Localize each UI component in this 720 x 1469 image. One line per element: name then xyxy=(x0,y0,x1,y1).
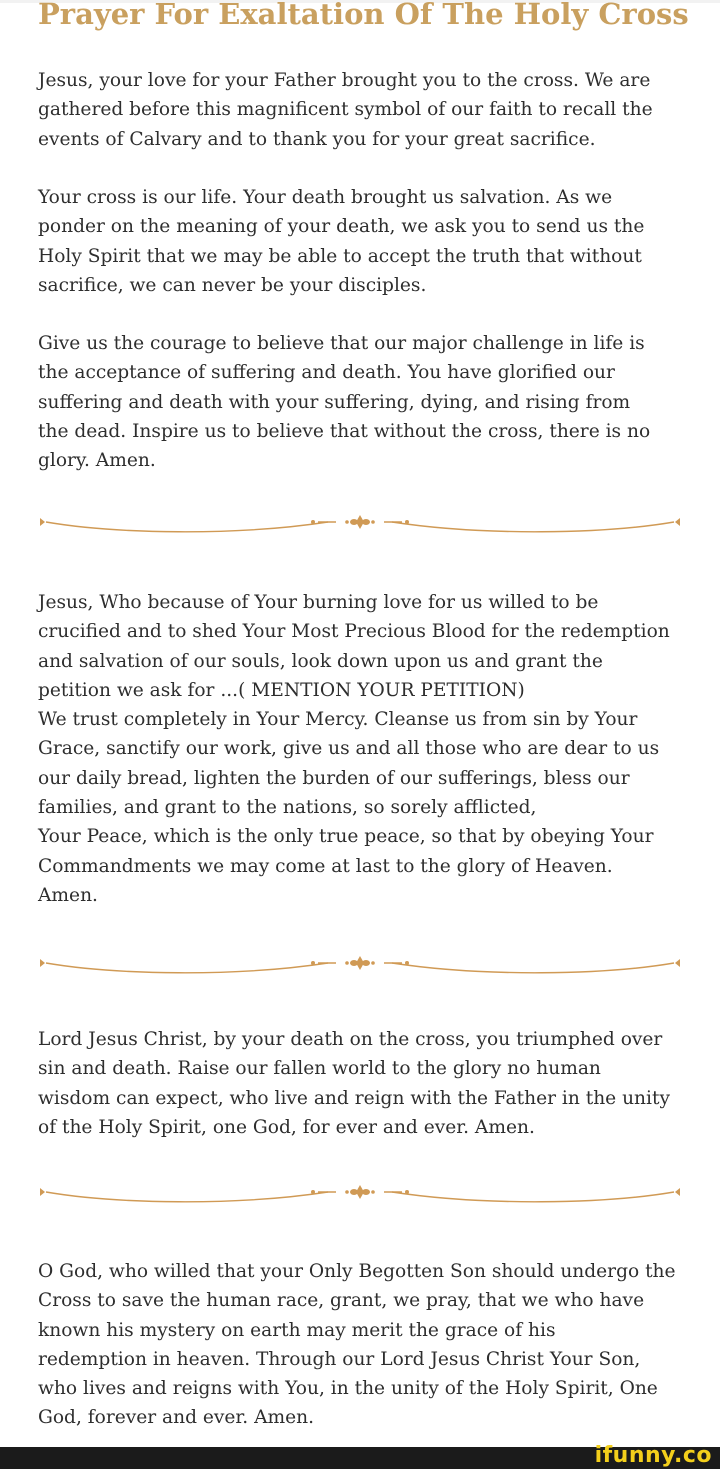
ifunny-watermark: ifunny.co xyxy=(594,1443,712,1468)
prayer-paragraph-4: Jesus, Who because of Your burning love for us willed to be crucified and to shed Your Most Precious Blood for the redemption and salvation of our souls, look down upon us and grant the petition we ask for ...( MENTION YOUR PETITION) We trust completely in Your Mercy. Cleanse us from sin by Your Grace, sanctify our work, give us and all those who are dear to us our daily bread, lighten the burden of our sufferings, bless our families, and grant to the nations, so sorely afflicted, Your Peace, which is the only true peace, so that by obeying Your Commandments we may come at last to the glory of Heaven. Amen. xyxy=(38,592,670,906)
page-title: Prayer For Exaltation Of The Holy Cross xyxy=(38,0,689,31)
ornament-divider xyxy=(36,951,684,979)
prayer-paragraph-3: Give us the courage to believe that our major challenge in life is the acceptance of suffering and death. You have glorified our suffering and death with your suffering, dying, and rising from the dead. Inspire us to believe that without the cross, there is no glory. Amen. xyxy=(38,333,651,472)
prayer-paragraph-6: O God, who willed that your Only Begotten Son should undergo the Cross to save the human race, grant, we pray, that we who have known his mystery on earth may merit the grace of his redemption in heaven. Through our Lord Jesus Christ Your Son, who lives and reigns with You, in the unity of the Holy Spirit, One God, forever and ever. Amen. xyxy=(38,1261,676,1429)
prayer-paragraph-2: Your cross is our life. Your death brought us salvation. As we ponder on the meaning of your death, we ask you to send us the Holy Spirit that we may be able to accept the truth that without sacrifice, we can never be your disciples. xyxy=(38,187,645,296)
prayer-paragraph-5: Lord Jesus Christ, by your death on the cross, you triumphed over sin and death. Raise our fallen world to the glory no human wisdom can expect, who live and reign with the Father in the unity of the Holy Spirit, one God, for ever and ever. Amen. xyxy=(38,1029,670,1138)
ornament-divider xyxy=(36,510,684,538)
ornament-divider xyxy=(36,1180,684,1208)
prayer-paragraph-1: Jesus, your love for your Father brought you to the cross. We are gathered before this magnificent symbol of our faith to recall the events of Calvary and to thank you for your great sacrifice. xyxy=(38,70,653,150)
